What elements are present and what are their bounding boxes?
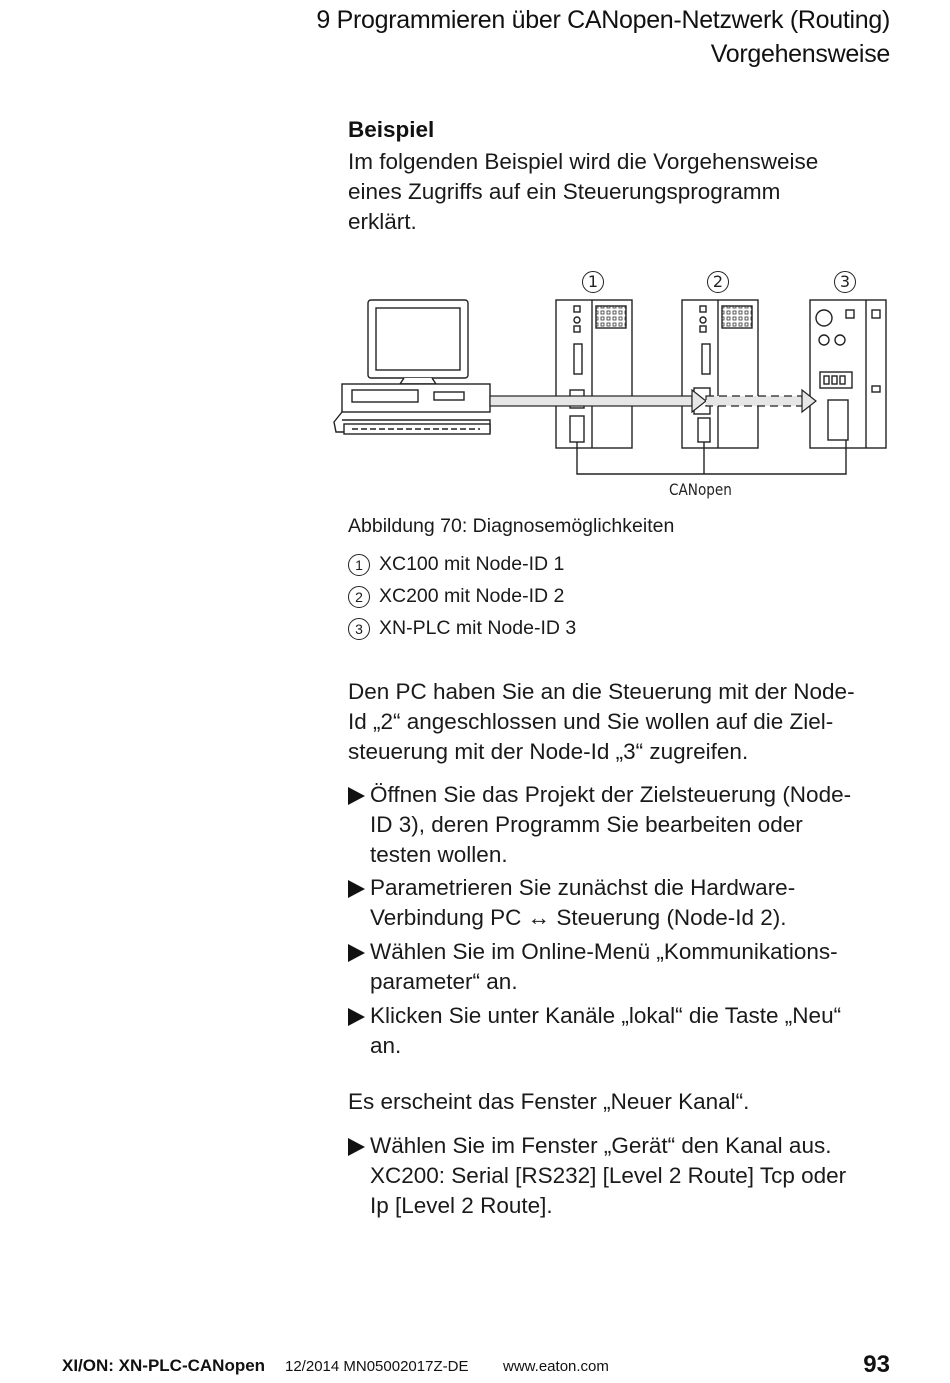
- bullet-arrow-icon: [348, 787, 365, 805]
- legend-item: [348, 553, 564, 576]
- controller-3-icon: [810, 300, 886, 448]
- step-line: testen wollen.: [370, 842, 508, 867]
- paragraph: [348, 677, 908, 767]
- step-line: XC200: Serial [RS232] [Level 2 Route] Tcp oder: [370, 1163, 847, 1188]
- paragraph: Es erscheint das Fenster „Neuer Kanal“.: [348, 1089, 750, 1114]
- figure-number-2: 2: [707, 271, 729, 293]
- instruction-step: [348, 1131, 908, 1221]
- step-line: Klicken Sie unter Kanäle „lokal“ die Taste „Neu“: [370, 1003, 842, 1028]
- paragraph-line: steuerung mit der Node-Id „3“ zugreifen.: [348, 739, 749, 764]
- instruction-step: [348, 1001, 908, 1061]
- network-diagram: [330, 262, 900, 482]
- controller-2-icon: [682, 300, 758, 448]
- intro-line: eines Zugriffs auf ein Steuerungsprogramm: [348, 179, 781, 204]
- bullet-arrow-icon: [348, 880, 365, 898]
- footer-url-link[interactable]: www.eaton.com: [503, 1358, 609, 1375]
- controller-1-icon: [556, 300, 632, 448]
- step-line: Wählen Sie im Fenster „Gerät“ den Kanal aus.: [370, 1133, 832, 1158]
- intro-line: erklärt.: [348, 209, 417, 234]
- legend-text: XC100 mit Node-ID 1: [379, 553, 565, 575]
- legend-number: 3: [348, 618, 370, 640]
- intro-paragraph: [348, 147, 908, 237]
- instruction-step: [348, 873, 908, 933]
- instruction-step: [348, 937, 908, 997]
- legend-number: 2: [348, 586, 370, 608]
- bullet-arrow-icon: [348, 1008, 365, 1026]
- step-line: an.: [370, 1033, 402, 1058]
- footer-title: XI/ON: XN-PLC-CANopen: [62, 1356, 266, 1375]
- step-line: Verbindung PC ↔ Steuerung (Node-Id 2).: [370, 905, 787, 930]
- step-line: parameter“ an.: [370, 969, 518, 994]
- paragraph-line: Id „2“ angeschlossen und Sie wollen auf die Ziel-: [348, 709, 834, 734]
- legend-item: [348, 585, 564, 608]
- bullet-arrow-icon: [348, 944, 365, 962]
- step-line: ID 3), deren Programm Sie bearbeiten oder: [370, 812, 803, 837]
- pc-icon: [334, 300, 490, 434]
- legend-number: 1: [348, 554, 370, 576]
- legend-item: [348, 617, 576, 640]
- bullet-arrow-icon: [348, 1138, 365, 1156]
- figure-caption: Abbildung 70: Diagnosemöglichkeiten: [348, 515, 675, 537]
- legend-text: XC200 mit Node-ID 2: [379, 585, 565, 607]
- step-line: Parametrieren Sie zunächst die Hardware-: [370, 875, 796, 900]
- paragraph-line: Den PC haben Sie an die Steuerung mit der Node-: [348, 679, 855, 704]
- page-number: 93: [863, 1351, 890, 1378]
- legend-text: XN-PLC mit Node-ID 3: [379, 617, 577, 639]
- connection-arrow: [490, 390, 816, 412]
- chapter-header: 9 Programmieren über CANopen-Netzwerk (Routing): [316, 6, 890, 34]
- footer-doc-number: 12/2014 MN05002017Z-DE: [285, 1358, 469, 1375]
- step-line: Öffnen Sie das Projekt der Zielsteuerung (Node-: [370, 782, 852, 807]
- instruction-step: [348, 780, 908, 870]
- step-line: Wählen Sie im Online-Menü „Kommunikations-: [370, 939, 838, 964]
- figure-number-1: 1: [582, 271, 604, 293]
- section-header: Vorgehensweise: [710, 40, 890, 68]
- canopen-label: CANopen: [669, 480, 732, 499]
- intro-line: Im folgenden Beispiel wird die Vorgehensweise: [348, 149, 819, 174]
- step-line: Ip [Level 2 Route].: [370, 1193, 553, 1218]
- example-heading: Beispiel: [348, 117, 435, 142]
- figure-number-3: 3: [834, 271, 856, 293]
